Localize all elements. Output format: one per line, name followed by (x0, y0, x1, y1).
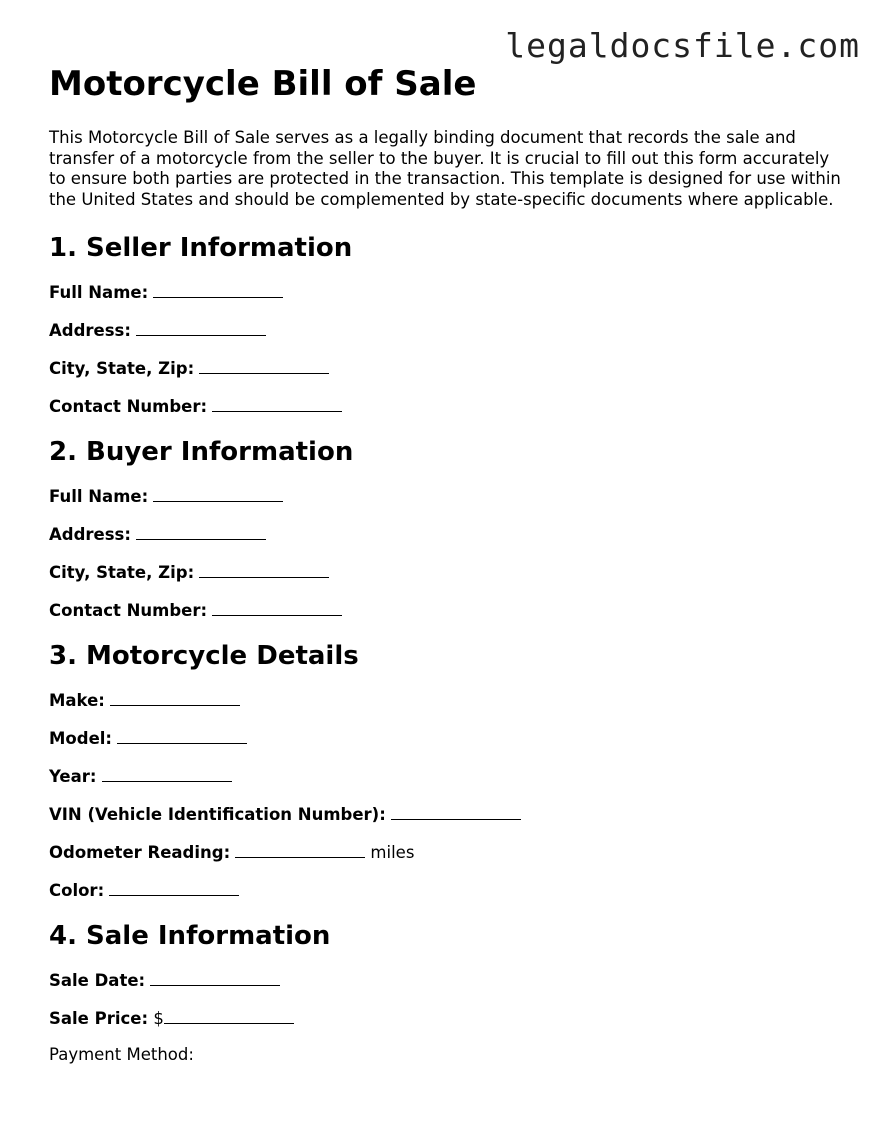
payment-method-field (49, 1045, 849, 1065)
seller-address-blank[interactable] (136, 319, 266, 336)
buyer-contact-label: Contact Number: (49, 600, 208, 620)
year-blank[interactable] (102, 765, 232, 782)
sale-price-label: Sale Price: (49, 1008, 149, 1028)
sale-price-field (49, 1007, 849, 1027)
payment-method-label: Payment Method: (49, 1044, 194, 1064)
vin-blank[interactable] (391, 803, 521, 820)
vin-label: VIN (Vehicle Identification Number): (49, 804, 386, 824)
vin-field (49, 803, 849, 823)
watermark: legaldocsfile.com (505, 26, 860, 65)
odometer-label: Odometer Reading: (49, 842, 231, 862)
sale-date-label: Sale Date: (49, 970, 146, 990)
currency-symbol: $ (153, 1008, 164, 1028)
buyer-city-state-zip-blank[interactable] (199, 561, 329, 578)
seller-city-state-zip-blank[interactable] (199, 357, 329, 374)
seller-heading: 1. Seller Information (49, 232, 353, 263)
buyer-city-state-zip-field (49, 561, 849, 581)
color-field (49, 879, 849, 899)
seller-city-state-zip-field (49, 357, 849, 377)
page-title: Motorcycle Bill of Sale (49, 64, 477, 104)
sale-price-blank[interactable] (164, 1007, 294, 1024)
intro-paragraph: This Motorcycle Bill of Sale serves as a legally binding document that records the sale and transfer of a motorcycle from the seller to the buyer. It is crucial to fill out this form accurately to ensure both parties are protected in the transaction. This template is designed for use within the United States and should be complemented by state-specific documents where applicable. (49, 128, 841, 210)
document-page (49, 62, 849, 1065)
sale-date-field (49, 969, 849, 989)
buyer-address-blank[interactable] (136, 523, 266, 540)
seller-contact-label: Contact Number: (49, 396, 208, 416)
make-label: Make: (49, 690, 105, 710)
make-field (49, 689, 849, 709)
seller-city-state-zip-label: City, State, Zip: (49, 358, 195, 378)
odometer-unit: miles (370, 842, 415, 862)
seller-full-name-field (49, 281, 849, 301)
color-blank[interactable] (109, 879, 239, 896)
seller-address-label: Address: (49, 320, 131, 340)
sale-date-blank[interactable] (150, 969, 280, 986)
model-label: Model: (49, 728, 113, 748)
buyer-full-name-field (49, 485, 849, 505)
seller-contact-blank[interactable] (212, 395, 342, 412)
model-blank[interactable] (117, 727, 247, 744)
motorcycle-heading: 3. Motorcycle Details (49, 640, 359, 671)
model-field (49, 727, 849, 747)
buyer-full-name-blank[interactable] (153, 485, 283, 502)
seller-contact-field (49, 395, 849, 415)
buyer-address-field (49, 523, 849, 543)
sale-heading: 4. Sale Information (49, 920, 331, 951)
buyer-heading: 2. Buyer Information (49, 436, 354, 467)
buyer-full-name-label: Full Name: (49, 486, 149, 506)
color-label: Color: (49, 880, 105, 900)
make-blank[interactable] (110, 689, 240, 706)
buyer-city-state-zip-label: City, State, Zip: (49, 562, 195, 582)
odometer-field (49, 841, 849, 861)
year-field (49, 765, 849, 785)
seller-address-field (49, 319, 849, 339)
buyer-contact-blank[interactable] (212, 599, 342, 616)
buyer-contact-field (49, 599, 849, 619)
seller-full-name-blank[interactable] (153, 281, 283, 298)
buyer-address-label: Address: (49, 524, 131, 544)
year-label: Year: (49, 766, 97, 786)
odometer-blank[interactable] (235, 841, 365, 858)
seller-full-name-label: Full Name: (49, 282, 149, 302)
